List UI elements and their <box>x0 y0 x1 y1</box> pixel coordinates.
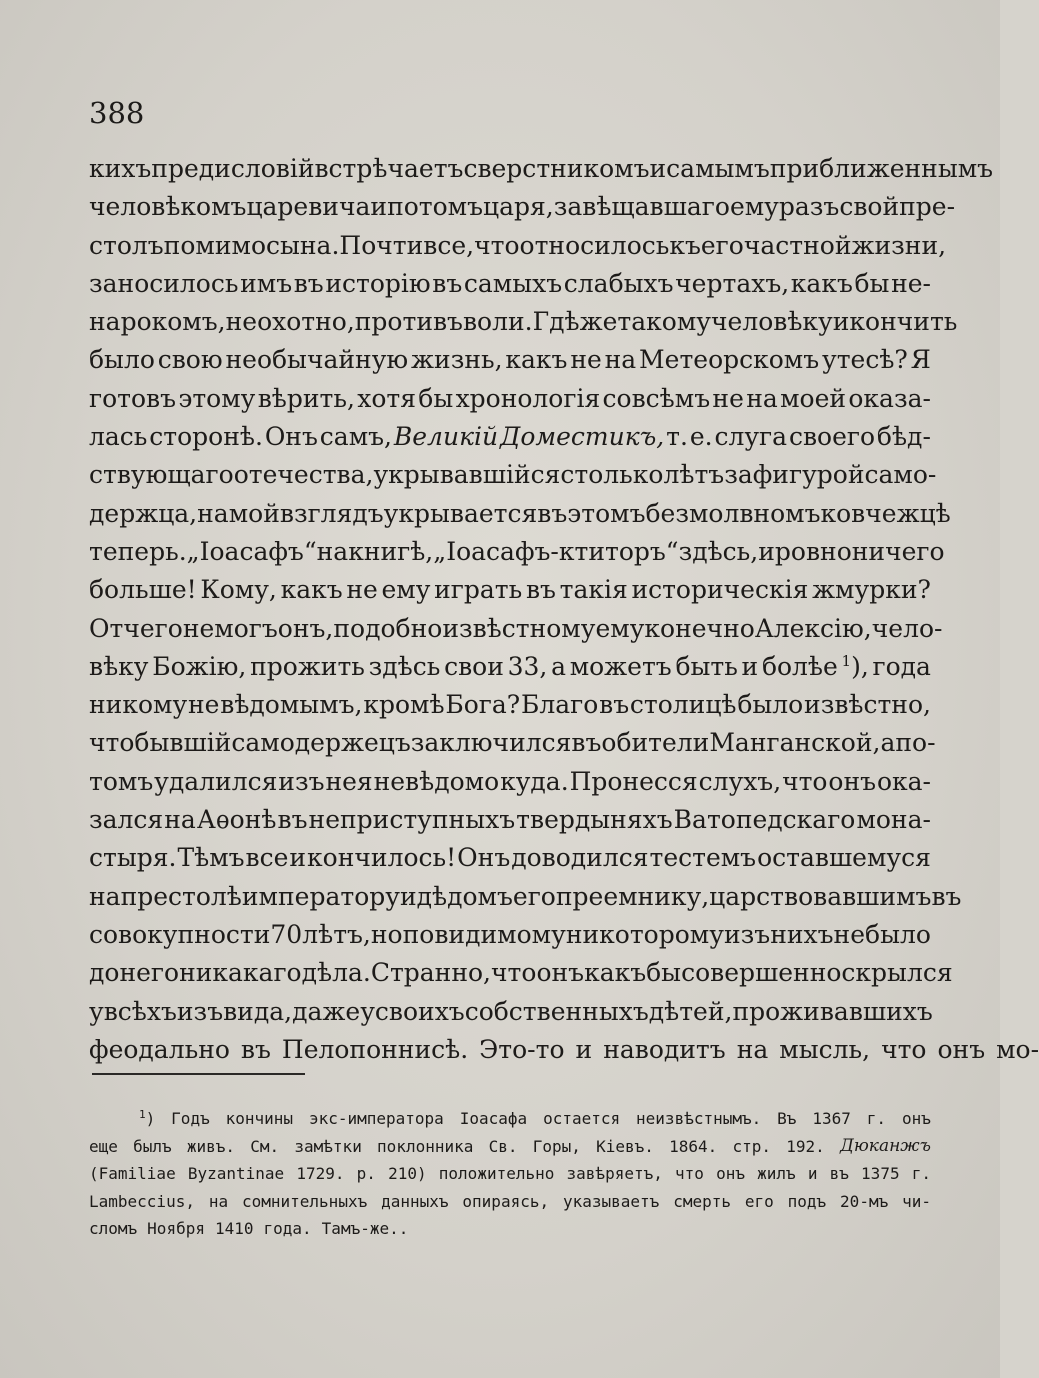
text-line: на престолѣ императору и дѣдомъ его преемнику, царствовавшимъ въ <box>89 881 962 911</box>
footnote-line: Lambeccius, на сомнительныхъ данныхъ опираясь, указываетъ смерть его подъ 20-мъ чи- <box>89 1191 931 1211</box>
text-line: столъ помимо сына. Почти все, что относилось къ его частной жизни, <box>89 230 947 260</box>
text-line: готовъ этому вѣрить, хотя бы хронологія совсѣмъ не на моей оказа- <box>89 383 931 413</box>
text-line: лась сторонѣ. Онъ самъ, Великій Доместикъ, т. е. слуга своего бѣд- <box>89 422 931 452</box>
text-line: держца, на мой взглядъ укрывается въ этомъ безмолвномъ ковчежцѣ <box>89 498 951 528</box>
text-line: феодально въ Пелопоннисѣ. Это-то и наводитъ на мысль, что онъ мо- <box>89 1034 1039 1064</box>
text-line: зался на Аѳонѣ въ неприступныхъ твердыняхъ Ватопедскаго мона- <box>89 805 931 835</box>
text-line: стыря. Тѣмъ все и кончилось! Онъ доводился тестемъ оставшемуся <box>89 843 931 873</box>
text-line: было свою необычайную жизнь, какъ не на Метеорскомъ утесѣ? Я <box>89 345 931 375</box>
text-line: больше! Кому, какъ не ему играть въ такія историческія жмурки? <box>89 575 931 605</box>
main-text <box>89 150 1039 1069</box>
footnote-line: $^1$) Годъ кончины экс-императора Іоасафа остается неизвѣстнымъ. Въ 1367 г. онъ <box>139 1108 931 1128</box>
footnote-line: сломъ Ноября 1410 года. Тамъ-же.. <box>89 1219 409 1238</box>
text-line: никому не вѣдомымъ, кромѣ Бога? Благо въ столицѣ было извѣстно, <box>89 690 931 720</box>
text-line: нарокомъ, неохотно, противъ воли. Гдѣ же такому человѣку и кончить <box>89 307 958 337</box>
text-line: совокупности 70 лѣтъ, но повидимому ни которому изъ нихъ не было <box>89 919 931 949</box>
text-line: вѣку Божію, прожить здѣсь свои 33, а можетъ быть и болѣе $^1$), года <box>89 651 931 681</box>
footnote-line: (Familiae Byzantinae 1729. p. 210) положительно завѣряетъ, что онъ жилъ и въ 1375 г. <box>89 1164 931 1183</box>
text-line: кихъ предисловій встрѣчаетъ сверстникомъ и самымъ приближеннымъ <box>89 154 994 183</box>
text-line: ствующаго отечества, укрывавшійся столько лѣтъ за фигурой само- <box>89 460 937 490</box>
text-line: теперь. „Іоасафъ“ на книгѣ, „Іоасафъ-ктиторъ“ здѣсь, и ровно ничего <box>89 536 945 566</box>
text-line: что бывшій самодержецъ заключился въ обители Манганской, а по- <box>89 728 936 758</box>
footnote-line: еще былъ живъ. См. замѣтки поклонника Св. Горы, Кіевъ. 1864. стр. 192. Дюканжъ <box>89 1135 931 1156</box>
text-line: томъ удалился изъ нея невѣдомо куда. Пронесся слухъ, что онъ ока- <box>89 766 931 796</box>
footnotes <box>89 1105 931 1243</box>
text-line: у всѣхъ изъ вида, даже у своихъ собственныхъ дѣтей, проживавшихъ <box>89 996 933 1026</box>
text-line: Отчего не могъ онъ, подобно извѣстному ему конечно Алексію, чело- <box>89 613 943 643</box>
text-line: до него никакаго дѣла. Странно, что онъ какъ бы совершенно скрылся <box>89 958 953 988</box>
page-number: 388 <box>89 96 145 130</box>
text-line: человѣкомъ царевича и потомъ царя, завѣщавшаго ему разъ свой пре- <box>89 192 956 222</box>
text-line: заносилось имъ въ исторію въ самыхъ слабыхъ чертахъ, какъ бы не- <box>89 268 931 298</box>
footnote-divider <box>92 1073 305 1075</box>
